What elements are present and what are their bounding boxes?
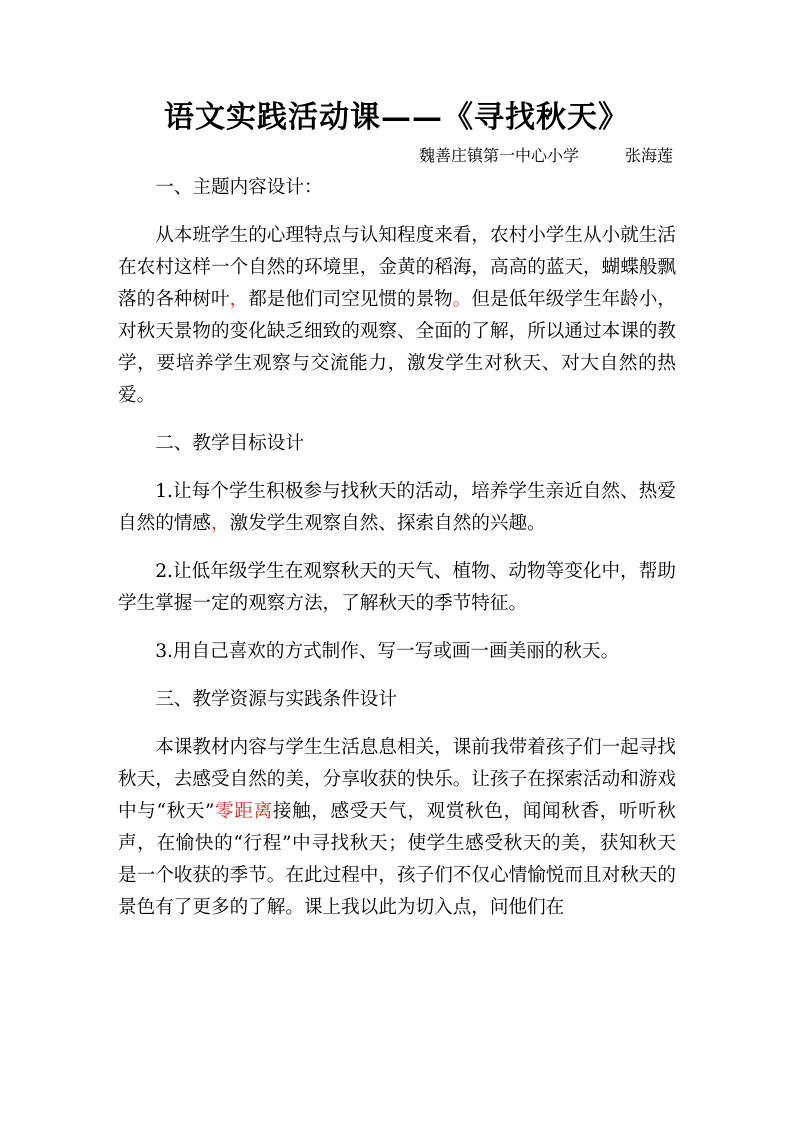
section-1-text-c: 但是低年级学生年龄小，对秋天景物的变化缺乏细致的观察、全面的了解，所以通过本课的教学，要培养学生观察与交流能力，激发学生对秋天、对大自然的热爱。: [118, 289, 676, 406]
goal-1-text-b: 激发学生观察自然、探索自然的兴趣。: [229, 513, 546, 534]
red-phrase: 零距离: [214, 801, 273, 822]
section-1-paragraph: [118, 220, 676, 412]
section-heading-1: 一、主题内容设计：: [155, 177, 323, 198]
document-body: [118, 172, 676, 940]
section-heading-2: 二、教学目标设计: [155, 433, 304, 454]
author-name: 张海莲: [624, 146, 673, 165]
red-period: 。: [452, 289, 472, 310]
goal-1: [118, 476, 676, 540]
document-title: 语文实践活动课——《寻找秋天》: [164, 100, 629, 135]
section-3-text-a: 本课教材内容与学生生活息息相关，课前我带着孩子们一起寻找秋天，去感受自然的美，分享收获的快乐。让孩子在探索活动和游戏中与“秋天”: [118, 737, 676, 822]
section-1-text-a: 从本班学生的心理特点与认知程度来看，农村小学生从小就生活在农村这样一个自然的环境里，金黄的稻海，高高的蓝天，蝴蝶般飘落的各种树叶: [118, 225, 676, 310]
red-comma: ，: [229, 289, 249, 310]
goal-1-text-a: 1.让每个学生积极参与找秋天的活动，培养学生亲近自然、热爱自然的情感: [118, 481, 676, 534]
section-3-paragraph: [118, 732, 676, 924]
goal-3: 3.用自己喜欢的方式制作、写一写或画一画美丽的秋天。: [155, 641, 620, 662]
goal-2: 2.让低年级学生在观察秋天的天气、植物、动物等变化中，帮助学生掌握一定的观察方法，了解秋天的季节特征。: [118, 561, 676, 614]
goal-1-red-comma: ，: [210, 513, 230, 534]
byline: [419, 144, 673, 168]
section-1-text-b: 都是他们司空见惯的景物: [248, 289, 453, 310]
school-name: 魏善庄镇第一中心小学: [418, 146, 579, 165]
section-3-text-b: 接触，感受天气，观赏秋色，闻闻秋香，听听秋声，在愉快的“行程”中寻找秋天；使学生感受秋天的美，获知秋天是一个收获的季节。在此过程中，孩子们不仅心情愉悦而且对秋天的景色有了更多的了解。课上我以此为切入点，问他们在: [118, 801, 676, 918]
section-heading-3: 三、教学资源与实践条件设计: [155, 689, 397, 710]
